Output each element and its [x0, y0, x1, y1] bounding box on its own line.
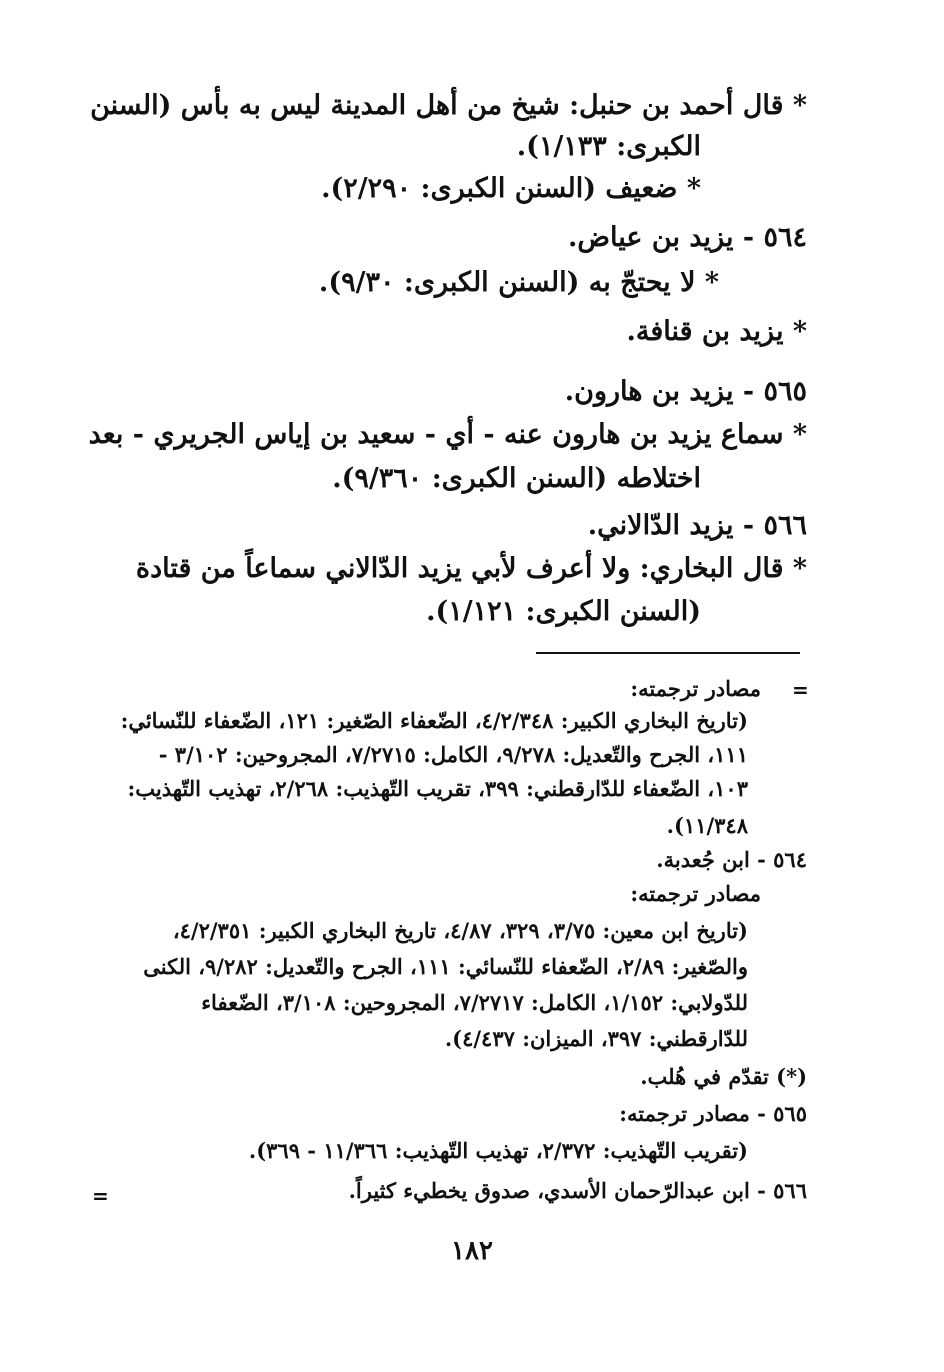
footnote-line: مصادر ترجمته: — [630, 676, 761, 701]
footnote-line: للدّولابي: ١/١٥٢، الكامل: ٧/٢٧١٧، المجروحين: ٣/١٠٨، الضّعفاء — [201, 990, 748, 1015]
footnote-line: ١١١، الجرح والتّعديل: ٩/٢٧٨، الكامل: ٧/٢٧١٥، المجروحين: ٣/١٠٢ - — [158, 742, 748, 767]
entry-heading: * يزيد بن قنافة. — [626, 316, 807, 347]
continuation-mark: = — [92, 1184, 109, 1208]
main-line: * ضعيف (السنن الكبرى: ٢/٢٩٠). — [321, 173, 701, 204]
footnote-line: للدّارقطني: ٣٩٧، الميزان: ٤/٤٣٧). — [444, 1026, 748, 1051]
footnote-line: (تقريب التّهذيب: ٢/٣٧٢، تهذيب التّهذيب: ١١/٣٦٦ - ٣٦٩). — [248, 1138, 748, 1163]
entry-heading: ٥٦٦ - يزيد الدّالاني. — [587, 510, 807, 541]
footnote-line: ٥٦٥ - مصادر ترجمته: — [619, 1101, 807, 1126]
entry-heading: ٥٦٤ - يزيد بن عياض. — [567, 222, 807, 253]
footnote-line: مصادر ترجمته: — [630, 881, 761, 906]
footnote-line: والصّغير: ٢/٨٩، الضّعفاء للنّسائي: ١١١، الجرح والتّعديل: ٩/٢٨٢، الكنى — [143, 954, 748, 979]
footnote-line: (تاريخ ابن معين: ٣/٧٥، ٣٢٩، ٤/٨٧، تاريخ البخاري الكبير: ٤/٢/٣٥١، — [172, 918, 748, 943]
main-line: اختلاطه (السنن الكبرى: ٩/٣٦٠). — [332, 463, 701, 494]
main-line: * سماع يزيد بن هارون عنه - أي - سعيد بن إياس الجريري - بعد — [88, 419, 807, 450]
entry-heading: ٥٦٥ - يزيد بن هارون. — [564, 376, 807, 407]
footnote-line: ١٠٣، الضّعفاء للدّارقطني: ٣٩٩، تقريب التّهذيب: ٢/٢٦٨، تهذيب التّهذيب: — [127, 776, 748, 801]
footnote-divider — [536, 652, 800, 654]
footnote-line: (تاريخ البخاري الكبير: ٤/٢/٣٤٨، الضّعفاء الصّغير: ١٢١، الضّعفاء للنّسائي: — [120, 708, 748, 733]
continuation-mark: = — [792, 678, 809, 702]
footnote-line: (*) تقدّم في هُلب. — [640, 1064, 807, 1089]
main-line: (السنن الكبرى: ١/١٢١). — [426, 596, 701, 627]
page-number: ١٨٢ — [451, 1236, 493, 1266]
footnote-line: ١١/٣٤٨). — [666, 813, 748, 838]
main-line: * قال البخاري: ولا أعرف لأبي يزيد الدّالاني سماعاً من قتادة — [135, 553, 807, 584]
main-line: الكبرى: ١/١٣٣). — [516, 131, 701, 162]
main-line: * لا يحتجّ به (السنن الكبرى: ٩/٣٠). — [318, 267, 719, 298]
main-line: * قال أحمد بن حنبل: شيخ من أهل المدينة ليس به بأس (السنن — [90, 90, 807, 121]
footnote-line: ٥٦٦ - ابن عبدالرّحمان الأسدي، صدوق يخطيء كثيراً. — [348, 1178, 807, 1203]
footnote-line: ٥٦٤ - ابن جُعدبة. — [656, 847, 807, 872]
